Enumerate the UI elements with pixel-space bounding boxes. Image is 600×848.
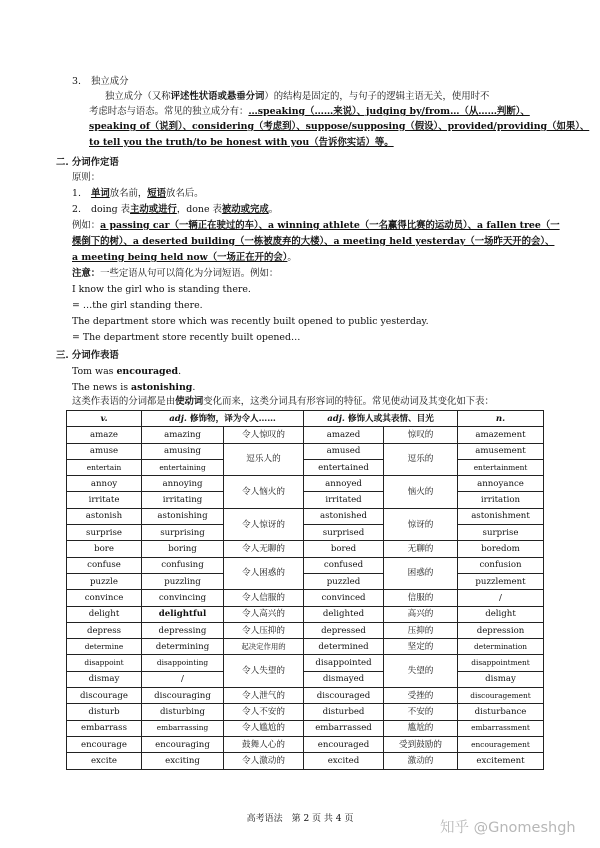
ing-adjective-cell: entertaining [142, 459, 224, 475]
noun-cell: amazement [458, 427, 544, 443]
ing-adjective-cell: puzzling [142, 573, 224, 589]
ed-adjective-cell: puzzled [304, 573, 384, 589]
verb-cell: determine [67, 639, 142, 655]
noun-cell: amusement [458, 443, 544, 459]
ed-meaning-cell: 尴尬的 [384, 720, 458, 736]
table-row [67, 557, 544, 573]
example-line: a meeting being held now（一场正在开的会）。 [72, 252, 297, 263]
ed-adjective-cell: encouraged [304, 736, 384, 752]
table-row [67, 622, 544, 638]
table-row [67, 492, 544, 508]
header-verb: v. [67, 411, 142, 427]
ing-adjective-cell: convincing [142, 590, 224, 606]
note-line: 注意：一些定语从句可以简化为分词短语。例如： [72, 268, 279, 279]
verb-cell: delight [67, 606, 142, 622]
verb-cell: encourage [67, 736, 142, 752]
paragraph-line: 这类作表语的分词都是由使动词变化而来，这类分词具有形容词的特征。常见使动词及其变化如下表： [72, 396, 494, 407]
ed-meaning-cell: 逗乐的 [384, 443, 458, 476]
ed-meaning-cell: 信服的 [384, 590, 458, 606]
ing-adjective-cell: determining [142, 639, 224, 655]
ing-meaning-cell: 令人尴尬的 [224, 720, 304, 736]
verb-cell: depress [67, 622, 142, 638]
ing-adjective-cell: exciting [142, 753, 224, 769]
paragraph-line: 考虑时态与语态。常见的独立成分有：…speaking（……来说）、judging by/from…（从……判断）、 [89, 106, 530, 117]
verb-cell: disappoint [67, 655, 142, 671]
verb-cell: entertain [67, 459, 142, 475]
ing-meaning-cell: 令人高兴的 [224, 606, 304, 622]
paragraph-line: speaking of（说到）、considering（考虑到）、suppose/supposing（假设）、provided/providing（如果）、 [89, 121, 590, 132]
verb-cell: confuse [67, 557, 142, 573]
ed-meaning-cell: 受到鼓励的 [384, 736, 458, 752]
ing-adjective-cell: discouraging [142, 688, 224, 704]
ed-adjective-cell: irritated [304, 492, 384, 508]
ed-adjective-cell: amazed [304, 427, 384, 443]
verb-cell: dismay [67, 671, 142, 687]
ing-meaning-cell: 令人失望的 [224, 655, 304, 688]
ed-adjective-cell: disappointed [304, 655, 384, 671]
verb-cell: bore [67, 541, 142, 557]
independent-element-heading [72, 76, 128, 88]
ed-adjective-cell: determined [304, 639, 384, 655]
paragraph-line: to tell you the truth/to be honest with you（告诉你实话）等。 [89, 137, 394, 148]
ing-meaning-cell: 令人不安的 [224, 704, 304, 720]
example-sentence: The news is astonishing. [72, 382, 196, 393]
ed-meaning-cell: 坚定的 [384, 639, 458, 655]
ed-meaning-cell: 失望的 [384, 655, 458, 688]
example-sentence: The department store which was recently built opened to public yesterday. [72, 316, 429, 327]
ing-meaning-cell: 令人泄气的 [224, 688, 304, 704]
causative-verb-table [66, 410, 544, 770]
ing-adjective-cell: amazing [142, 427, 224, 443]
ed-adjective-cell: dismayed [304, 671, 384, 687]
ing-adjective-cell: confusing [142, 557, 224, 573]
noun-cell: astonishment [458, 508, 544, 524]
noun-cell: disappointment [458, 655, 544, 671]
table-row [67, 655, 544, 671]
table-row [67, 541, 544, 557]
example-sentence: Tom was encouraged. [72, 366, 182, 377]
ed-meaning-cell: 困惑的 [384, 557, 458, 590]
noun-cell: embarrassment [458, 720, 544, 736]
table-row [67, 753, 544, 769]
ed-adjective-cell: delighted [304, 606, 384, 622]
noun-cell: confusion [458, 557, 544, 573]
rule-item: 2. doing 表主动或进行，done 表被动或完成。 [72, 204, 279, 215]
ed-adjective-cell: bored [304, 541, 384, 557]
verb-cell: convince [67, 590, 142, 606]
ed-meaning-cell: 无聊的 [384, 541, 458, 557]
ed-adjective-cell: annoyed [304, 476, 384, 492]
ing-meaning-cell: 令人困惑的 [224, 557, 304, 590]
rule-item: 1. 单词放名前，短语放名后。 [72, 188, 204, 199]
table-header-row [67, 411, 544, 427]
noun-cell: puzzlement [458, 573, 544, 589]
verb-cell: amaze [67, 427, 142, 443]
ed-adjective-cell: entertained [304, 459, 384, 475]
noun-cell: delight [458, 606, 544, 622]
verb-cell: irritate [67, 492, 142, 508]
ed-adjective-cell: confused [304, 557, 384, 573]
ing-adjective-cell: embarrassing [142, 720, 224, 736]
noun-cell: disturbance [458, 704, 544, 720]
example-line: 例如：a passing car（一辆正在驶过的车）、a winning athlete（一名赢得比赛的运动员）、a fallen tree（一 [72, 220, 560, 231]
noun-cell: entertainment [458, 459, 544, 475]
ing-adjective-cell: depressing [142, 622, 224, 638]
ing-meaning-cell: 令人恼火的 [224, 476, 304, 509]
noun-cell: encouragement [458, 736, 544, 752]
table-row [67, 704, 544, 720]
ed-adjective-cell: amused [304, 443, 384, 459]
noun-cell: excitement [458, 753, 544, 769]
ing-meaning-cell: 令人压抑的 [224, 622, 304, 638]
ed-adjective-cell: convinced [304, 590, 384, 606]
noun-cell: surprise [458, 525, 544, 541]
item-number: 3. [72, 76, 81, 87]
example-sentence: = The department store recently built opened… [72, 332, 301, 343]
ed-adjective-cell: surprised [304, 525, 384, 541]
verb-cell: puzzle [67, 573, 142, 589]
table-row [67, 590, 544, 606]
rule-label: 原则： [72, 172, 101, 183]
verb-cell: embarrass [67, 720, 142, 736]
paragraph-line: 独立成分（又称评述性状语或悬垂分词）的结构是固定的，与句子的逻辑主语无关，使用时不 [105, 91, 490, 102]
ed-adjective-cell: excited [304, 753, 384, 769]
table-row [67, 525, 544, 541]
section-heading-attributive: 二. 分词作定语 [56, 157, 119, 168]
header-ing-adjective: adj. 修饰物，译为令人…… [142, 411, 304, 427]
ed-adjective-cell: astonished [304, 508, 384, 524]
table-row [67, 573, 544, 589]
ing-meaning-cell: 令人激动的 [224, 753, 304, 769]
noun-cell: determination [458, 639, 544, 655]
ing-meaning-cell: 令人惊叹的 [224, 427, 304, 443]
table-row [67, 720, 544, 736]
ing-adjective-cell: encouraging [142, 736, 224, 752]
table-row [67, 508, 544, 524]
verb-cell: excite [67, 753, 142, 769]
table-row [67, 459, 544, 475]
ing-meaning-cell: 鼓舞人心的 [224, 736, 304, 752]
noun-cell: annoyance [458, 476, 544, 492]
noun-cell: depression [458, 622, 544, 638]
verb-cell: amuse [67, 443, 142, 459]
verb-cell: disturb [67, 704, 142, 720]
noun-cell: irritation [458, 492, 544, 508]
table-row [67, 639, 544, 655]
header-ed-adjective: adj. 修饰人或其表情、目光 [304, 411, 458, 427]
verb-cell: discourage [67, 688, 142, 704]
table-row [67, 688, 544, 704]
ing-adjective-cell: annoying [142, 476, 224, 492]
table-row [67, 427, 544, 443]
ed-meaning-cell: 不安的 [384, 704, 458, 720]
table-row [67, 736, 544, 752]
ing-adjective-cell: disappointing [142, 655, 224, 671]
ing-meaning-cell: 令人无聊的 [224, 541, 304, 557]
example-sentence: = …the girl standing there. [72, 300, 203, 311]
verb-cell: astonish [67, 508, 142, 524]
verb-cell: surprise [67, 525, 142, 541]
ed-adjective-cell: embarrassed [304, 720, 384, 736]
ed-meaning-cell: 激动的 [384, 753, 458, 769]
ing-adjective-cell: boring [142, 541, 224, 557]
table-row [67, 443, 544, 459]
verb-cell: annoy [67, 476, 142, 492]
table-row [67, 476, 544, 492]
noun-cell: discouragement [458, 688, 544, 704]
noun-cell: boredom [458, 541, 544, 557]
ed-meaning-cell: 惊讶的 [384, 508, 458, 541]
watermark: 知乎 @Gnomeshgh [440, 820, 576, 836]
ing-adjective-cell: astonishing [142, 508, 224, 524]
section-heading-predicative: 三. 分词作表语 [56, 350, 119, 361]
noun-cell: dismay [458, 671, 544, 687]
ing-adjective-cell: irritating [142, 492, 224, 508]
ing-adjective-cell: surprising [142, 525, 224, 541]
table-row [67, 671, 544, 687]
table-row [67, 606, 544, 622]
ing-adjective-cell: disturbing [142, 704, 224, 720]
ed-meaning-cell: 惊叹的 [384, 427, 458, 443]
noun-cell: / [458, 590, 544, 606]
ed-adjective-cell: disturbed [304, 704, 384, 720]
header-noun: n. [458, 411, 544, 427]
ed-adjective-cell: discouraged [304, 688, 384, 704]
ing-adjective-cell: amusing [142, 443, 224, 459]
ing-adjective-cell: delightful [142, 606, 224, 622]
ed-adjective-cell: depressed [304, 622, 384, 638]
ed-meaning-cell: 压抑的 [384, 622, 458, 638]
item-title: 独立成分 [90, 76, 129, 87]
ing-meaning-cell: 起决定作用的 [224, 639, 304, 655]
ed-meaning-cell: 受挫的 [384, 688, 458, 704]
ing-meaning-cell: 逗乐人的 [224, 443, 304, 476]
ing-meaning-cell: 令人信服的 [224, 590, 304, 606]
example-sentence: I know the girl who is standing there. [72, 284, 251, 295]
ed-meaning-cell: 恼火的 [384, 476, 458, 509]
ing-adjective-cell: / [142, 671, 224, 687]
ed-meaning-cell: 高兴的 [384, 606, 458, 622]
example-line: 棵倒下的树）、a deserted building（一栋被废弃的大楼）、a meeting held yesterday（一场昨天开的会）、 [72, 236, 555, 247]
page-footer: 高考语法 第 2 页 共 4 页 [246, 814, 354, 824]
ing-meaning-cell: 令人惊讶的 [224, 508, 304, 541]
